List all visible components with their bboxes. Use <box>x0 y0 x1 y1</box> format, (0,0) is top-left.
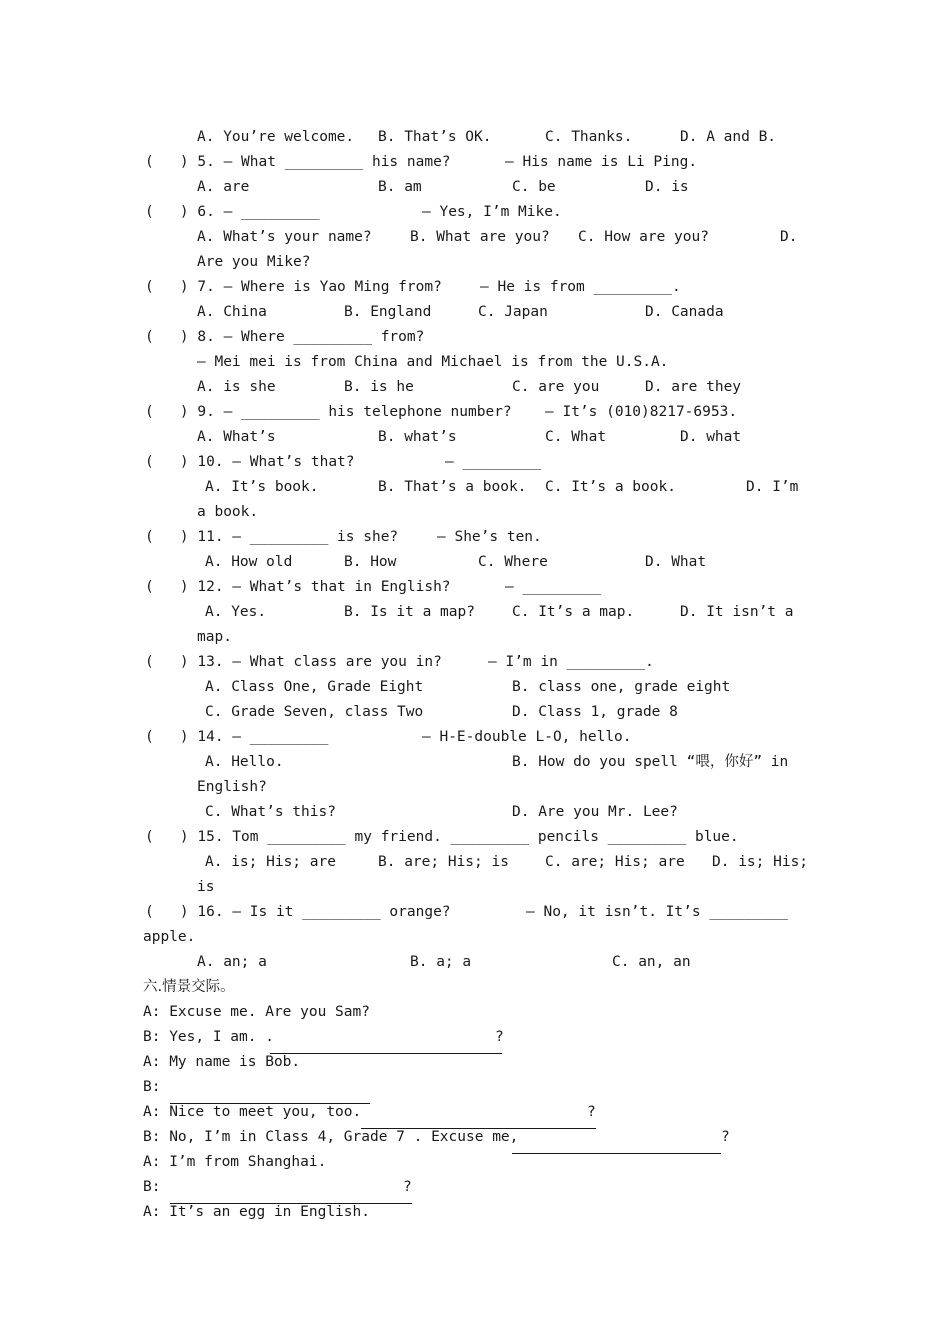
text-line: ( ) 11. — _________ is she? <box>145 529 399 545</box>
text-line: A. Hello. <box>205 754 284 770</box>
text-line: D. What <box>645 554 707 570</box>
text-line: C. are; His; are <box>545 854 685 870</box>
answer-line[interactable] <box>170 1103 370 1104</box>
text-line: ( ) 10. — What’s that? <box>145 454 355 470</box>
text-line: D. Canada <box>645 304 724 320</box>
text-line: A. Class One, Grade Eight <box>205 679 424 695</box>
text-line: C. Where <box>478 554 548 570</box>
text-line: D. is <box>645 179 689 195</box>
text-line: — I’m in _________. <box>488 654 654 670</box>
text-line: C. Thanks. <box>545 129 633 145</box>
text-line: — It’s (010)8217-6953. <box>545 404 738 420</box>
text-line: — _________ <box>445 454 542 470</box>
text-line: — He is from _________. <box>480 279 681 295</box>
text-line: A: Nice to meet you, too. <box>143 1104 362 1120</box>
text-line: C. What’s this? <box>205 804 336 820</box>
text-line: — H-E-double L-O, hello. <box>422 729 632 745</box>
text-line: A. How old <box>205 554 293 570</box>
text-line: D. is; His; <box>712 854 809 870</box>
text-line: A. What’s your name? <box>197 229 372 245</box>
text-line: B. class one, grade eight <box>512 679 731 695</box>
text-line: A. is; His; are <box>205 854 336 870</box>
text-line: D. what <box>680 429 742 445</box>
text-line: — Mei mei is from China and Michael is from the U.S.A. <box>197 354 669 370</box>
text-line: D. I’m <box>746 479 799 495</box>
text-line: B: <box>143 1079 161 1095</box>
text-line: A. is she <box>197 379 276 395</box>
text-line: ( ) 6. — _________ <box>145 204 320 220</box>
text-line: ( ) 14. — _________ <box>145 729 329 745</box>
text-line: — _________ <box>505 579 602 595</box>
text-line: B. Is it a map? <box>344 604 475 620</box>
text-line: C. Grade Seven, class Two <box>205 704 424 720</box>
text-line: D. It isn’t a <box>680 604 794 620</box>
text-line: A. an; a <box>197 954 267 970</box>
text-line: B: No, I’m in Class 4, Grade 7 . Excuse me, <box>143 1129 519 1145</box>
text-line: ( ) 12. — What’s that in English? <box>145 579 451 595</box>
text-line: — Yes, I’m Mike. <box>422 204 562 220</box>
text-line: Are you Mike? <box>197 254 311 270</box>
text-line: A: Excuse me. Are you Sam? <box>143 1004 370 1020</box>
answer-line[interactable] <box>512 1153 721 1154</box>
text-line: A. You’re welcome. <box>197 129 355 145</box>
text-line: is <box>197 879 215 895</box>
text-line: a book. <box>197 504 259 520</box>
text-line: ( ) 16. — Is it _________ orange? <box>145 904 451 920</box>
text-line: C. Japan <box>478 304 548 320</box>
text-line: C. are you <box>512 379 600 395</box>
text-line: map. <box>197 629 232 645</box>
answer-line[interactable] <box>361 1128 596 1129</box>
text-line: — His name is Li Ping. <box>505 154 698 170</box>
text-line: A: I’m from Shanghai. <box>143 1154 327 1170</box>
text-line: 六.情景交际。 <box>143 979 235 995</box>
text-line: C. It’s a map. <box>512 604 635 620</box>
text-line: ( ) 5. — What _________ his name? <box>145 154 451 170</box>
text-line: apple. <box>143 929 196 945</box>
text-line: B. What are you? <box>410 229 550 245</box>
answer-line[interactable] <box>270 1053 502 1054</box>
text-line: — She’s ten. <box>437 529 542 545</box>
text-line: A: It’s an egg in English. <box>143 1204 370 1220</box>
text-line: C. an, an <box>612 954 691 970</box>
text-line: C. It’s a book. <box>545 479 676 495</box>
text-line: B. England <box>344 304 432 320</box>
text-line: C. be <box>512 179 556 195</box>
text-line: ? <box>403 1179 412 1195</box>
text-line: B. a; a <box>410 954 472 970</box>
text-line: ( ) 8. — Where _________ from? <box>145 329 425 345</box>
answer-line[interactable] <box>170 1203 412 1204</box>
text-line: B. is he <box>344 379 414 395</box>
text-line: A: My name is Bob. <box>143 1054 301 1070</box>
text-line: A. Yes. <box>205 604 267 620</box>
text-line: B. That’s a book. <box>378 479 527 495</box>
text-line: B. That’s OK. <box>378 129 492 145</box>
text-line: B: Yes, I am. . <box>143 1029 274 1045</box>
text-line: D. are they <box>645 379 742 395</box>
text-line: C. How are you? <box>578 229 709 245</box>
text-line: C. What <box>545 429 607 445</box>
text-line: B. How <box>344 554 397 570</box>
text-line: A. It’s book. <box>205 479 319 495</box>
text-line: ( ) 15. Tom _________ my friend. _________ pencils _________ blue. <box>145 829 739 845</box>
text-line: — No, it isn’t. It’s _________ <box>526 904 788 920</box>
text-line: ? <box>587 1104 596 1120</box>
text-line: A. China <box>197 304 267 320</box>
text-line: D. <box>780 229 798 245</box>
text-line: ( ) 7. — Where is Yao Ming from? <box>145 279 442 295</box>
text-line: B: <box>143 1179 161 1195</box>
text-line: ( ) 13. — What class are you in? <box>145 654 442 670</box>
text-line: ( ) 9. — _________ his telephone number? <box>145 404 512 420</box>
text-line: ? <box>721 1129 730 1145</box>
text-line: B. what’s <box>378 429 457 445</box>
text-line: D. Class 1, grade 8 <box>512 704 678 720</box>
text-line: A. are <box>197 179 250 195</box>
text-line: B. am <box>378 179 422 195</box>
text-line: D. Are you Mr. Lee? <box>512 804 678 820</box>
text-line: B. are; His; is <box>378 854 509 870</box>
text-line: English? <box>197 779 267 795</box>
text-line: D. A and B. <box>680 129 777 145</box>
text-line: ? <box>495 1029 504 1045</box>
text-line: B. How do you spell “喂，你好” in <box>512 754 789 770</box>
text-line: A. What’s <box>197 429 276 445</box>
